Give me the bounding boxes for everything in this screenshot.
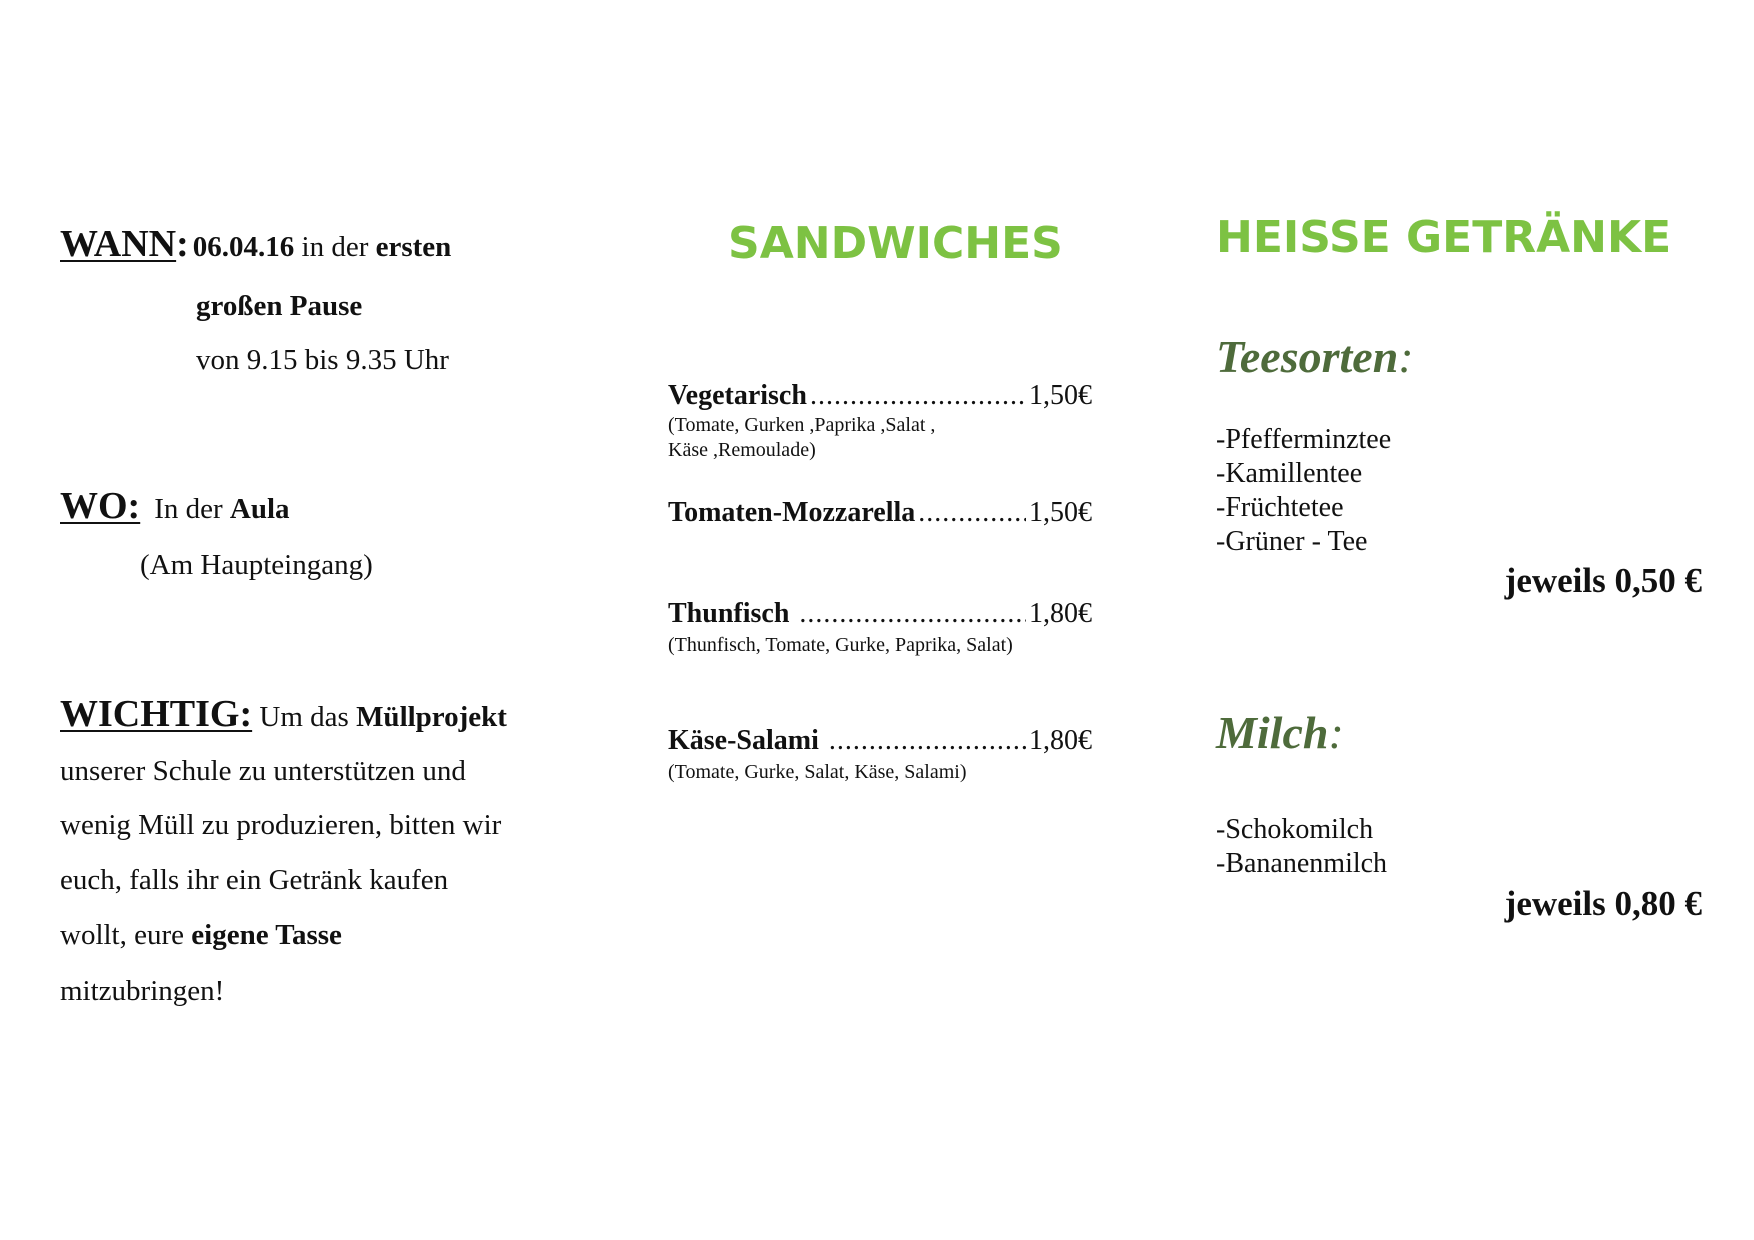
menu-item-name: Vegetarisch	[668, 380, 807, 411]
menu-item-desc-line-2: Käse ,Remoulade)	[668, 439, 816, 461]
wichtig-line-3: wenig Müll zu produzieren, bitten wir	[60, 809, 502, 841]
tea-heading-text: Teesorten	[1216, 331, 1399, 382]
wann-date: 06.04.16	[192, 231, 295, 263]
wo-label: WO:	[60, 485, 141, 527]
menu-item-desc-line-1: (Tomate, Gurken ,Paprika ,Salat ,	[668, 414, 936, 436]
wichtig-line-5	[60, 919, 342, 952]
wann-in-der: in der	[294, 231, 376, 263]
sandwiches-title: SANDWICHES	[728, 218, 1063, 269]
wo-hint: (Am Haupteingang)	[140, 549, 373, 581]
menu-item-name: Tomaten-Mozzarella	[668, 497, 916, 528]
leader-dots	[918, 497, 1026, 529]
menu-item-thunfisch	[668, 598, 1092, 630]
wichtig-line-5-a: wollt, eure	[60, 919, 192, 951]
tea-price: jeweils 0,50 €	[1504, 561, 1702, 600]
tea-item: -Pfefferminztee	[1216, 424, 1392, 455]
menu-item-kaese-salami	[668, 725, 1092, 757]
menu-item-desc-line-1: (Tomate, Gurke, Salat, Käse, Salami)	[668, 761, 967, 783]
wichtig-line	[60, 692, 507, 736]
wann-line	[60, 222, 451, 266]
wichtig-eigene-tasse: eigene Tasse	[191, 919, 342, 951]
leader-dots	[799, 598, 1026, 630]
wo-in-der: In der	[154, 493, 230, 525]
menu-item-price: 1,50€	[1029, 380, 1092, 411]
tea-item: -Grüner - Tee	[1216, 526, 1368, 557]
menu-item-vegetarisch	[668, 380, 1092, 412]
wichtig-label: WICHTIG:	[60, 693, 253, 735]
milk-heading-text: Milch	[1216, 707, 1329, 758]
wo-line	[60, 484, 290, 528]
wichtig-um-das: Um das	[252, 701, 357, 733]
leader-dots	[810, 380, 1026, 412]
wann-time: von 9.15 bis 9.35 Uhr	[196, 344, 449, 376]
tea-item: -Kamillentee	[1216, 458, 1363, 489]
wann-ersten: ersten	[375, 231, 452, 263]
wann-label: WANN	[60, 223, 177, 265]
milk-heading-colon: :	[1328, 707, 1344, 758]
tea-item: -Früchtetee	[1216, 492, 1344, 523]
wichtig-muellprojekt: Müllprojekt	[356, 701, 507, 733]
tea-heading	[1216, 330, 1414, 383]
wichtig-line-2: unserer Schule zu unterstützen und	[60, 755, 466, 787]
menu-item-name: Käse-Salami	[668, 725, 819, 756]
milk-heading	[1216, 706, 1344, 759]
milk-item: -Bananenmilch	[1216, 848, 1388, 879]
wichtig-line-4: euch, falls ihr ein Getränk kaufen	[60, 864, 449, 896]
milk-item: -Schokomilch	[1216, 814, 1374, 845]
menu-item-price: 1,80€	[1029, 598, 1092, 629]
milk-price: jeweils 0,80 €	[1504, 884, 1702, 923]
wichtig-line-6: mitzubringen!	[60, 975, 225, 1007]
wo-aula: Aula	[229, 493, 290, 525]
wann-colon: :	[176, 223, 189, 265]
leader-dots	[829, 725, 1026, 757]
menu-item-price: 1,80€	[1029, 725, 1092, 756]
wann-grosse-pause: großen Pause	[196, 290, 363, 322]
menu-item-name: Thunfisch	[668, 598, 790, 629]
tea-heading-colon: :	[1398, 331, 1414, 382]
drinks-title: HEISSE GETRÄNKE	[1216, 212, 1672, 263]
menu-item-tomaten-mozzarella	[668, 497, 1092, 529]
menu-item-desc-line-1: (Thunfisch, Tomate, Gurke, Paprika, Salat)	[668, 634, 1013, 656]
menu-item-price: 1,50€	[1029, 497, 1092, 528]
